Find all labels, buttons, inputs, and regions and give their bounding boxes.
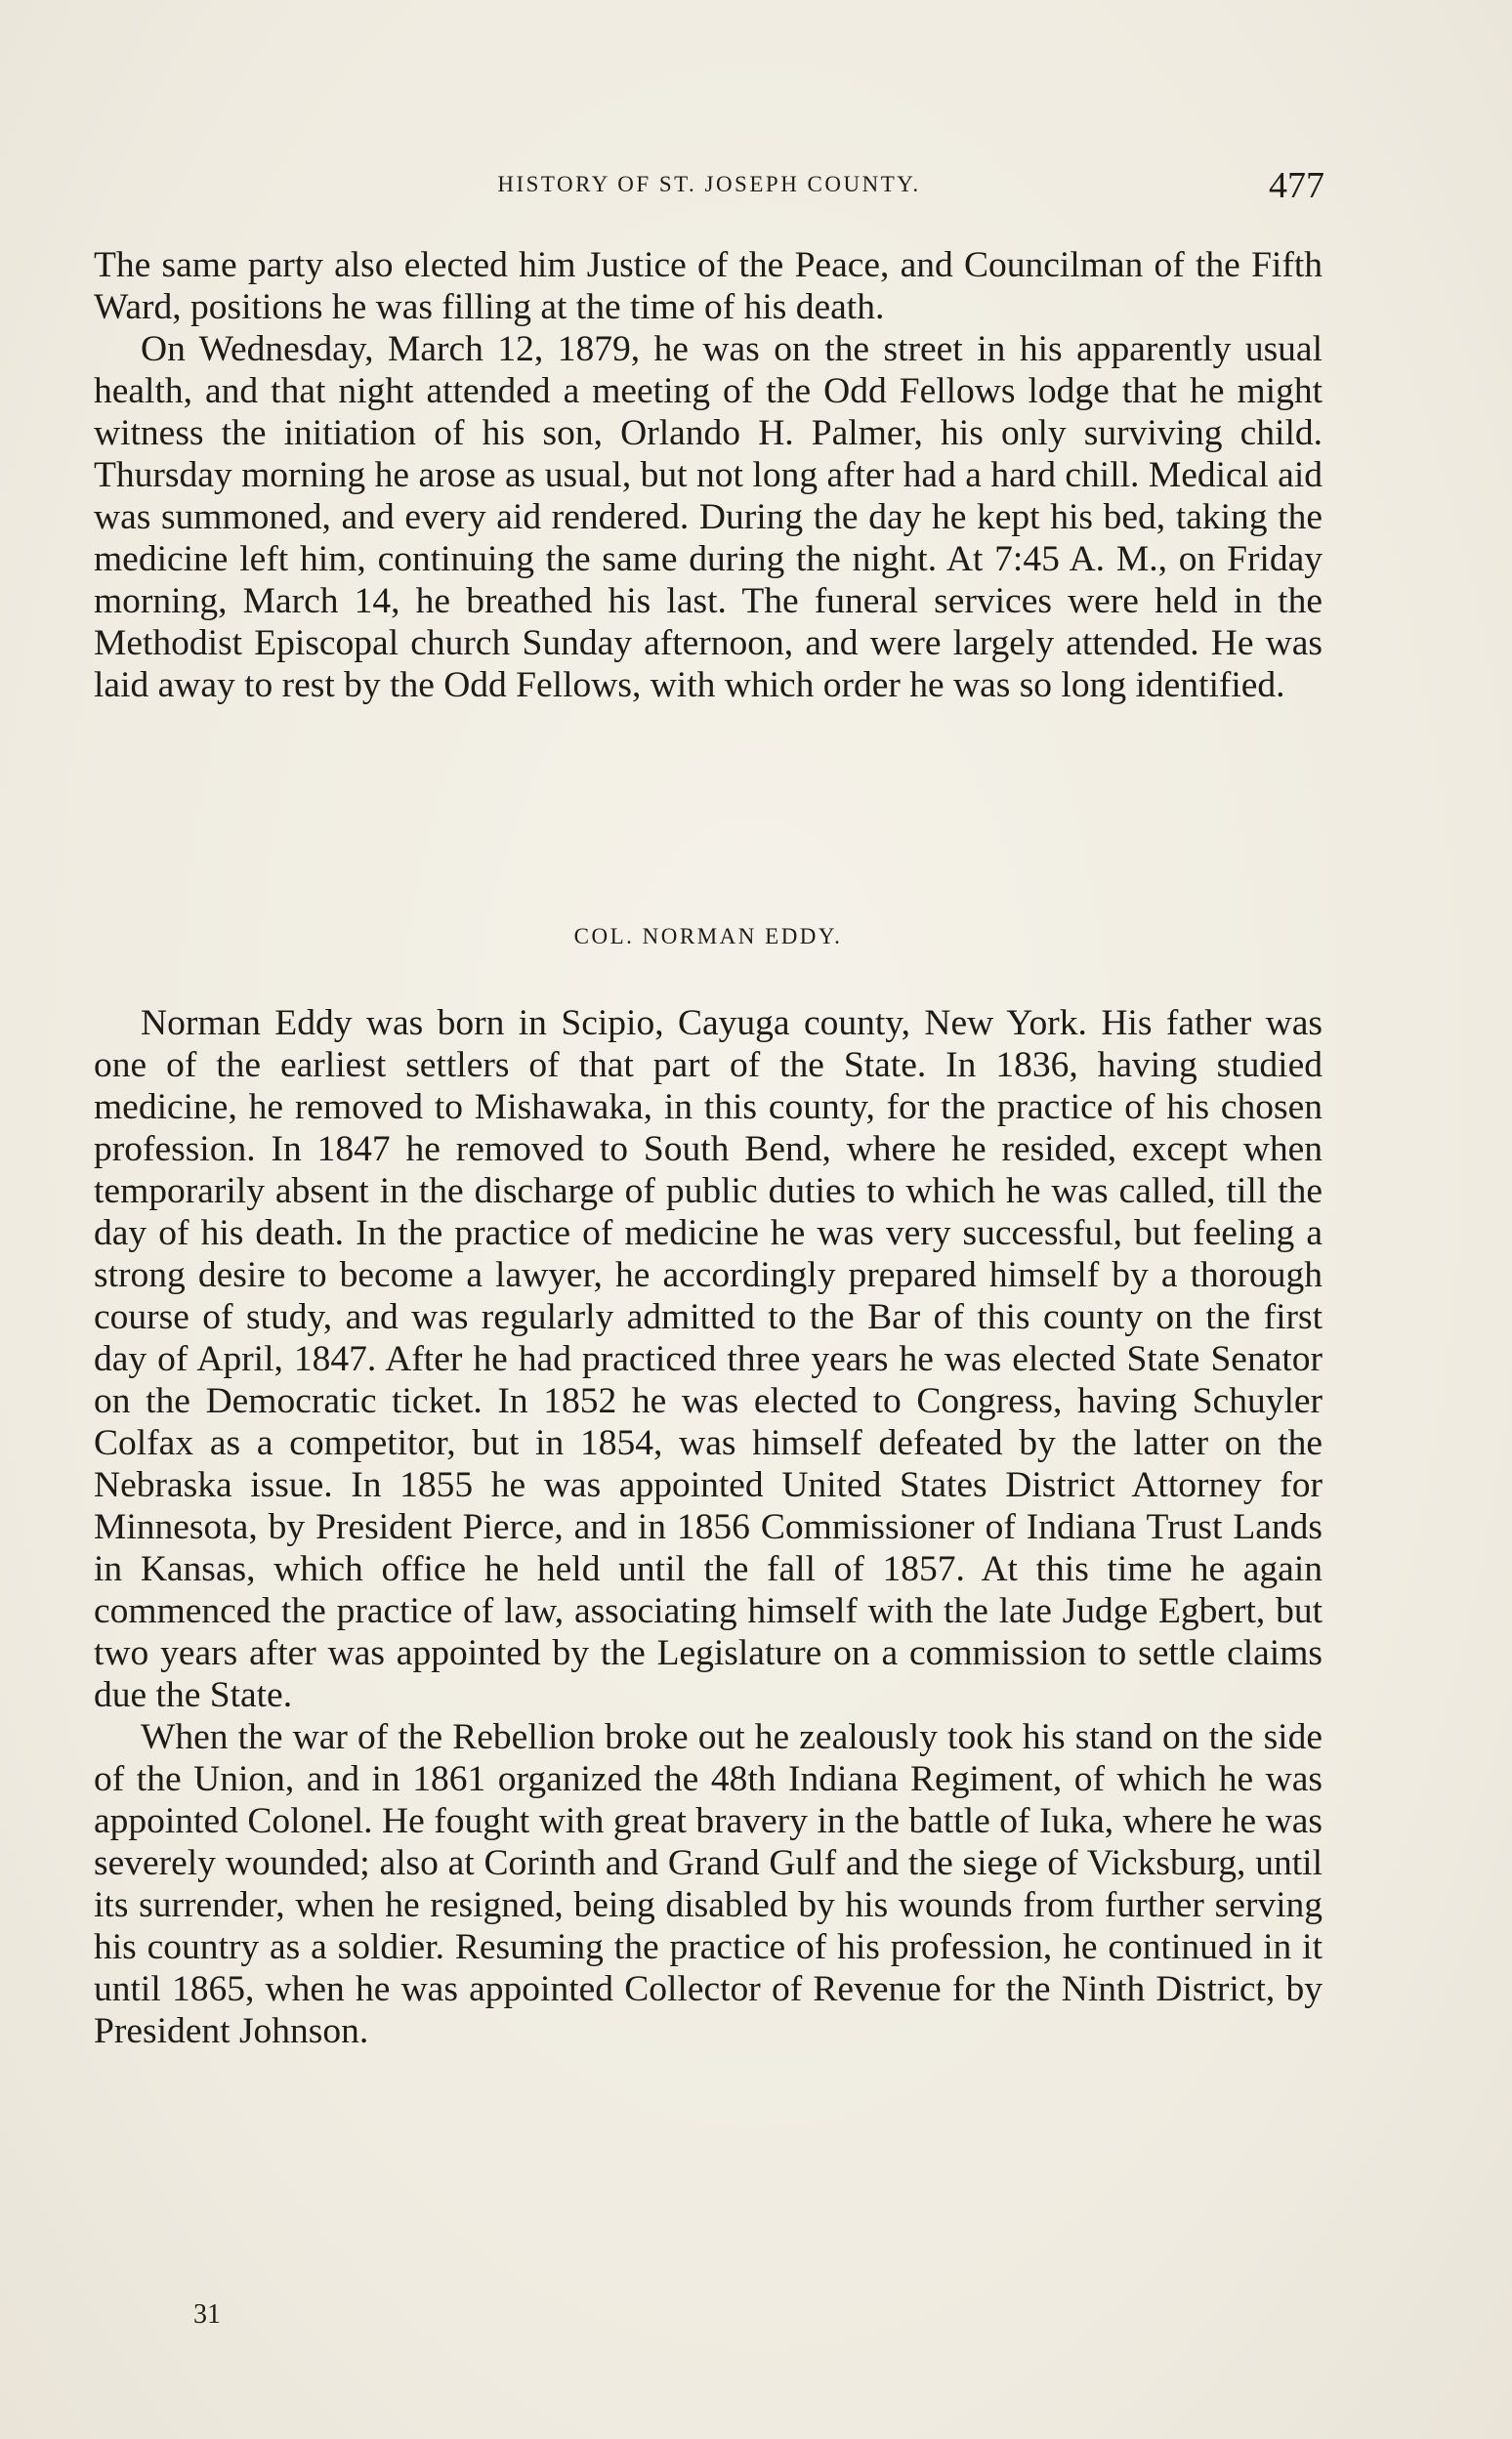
paragraph: The same party also elected him Justice of the Peace, and Councilman of the Fifth Ward, positions he was filling at the time of his death. — [94, 245, 1323, 327]
paragraph: Norman Eddy was born in Scipio, Cayuga county, New York. His father was one of the earliest settlers of that part of the State. In 1836, having studied medicine, he removed to Mishawaka, in this county, for the practice of his chosen profession. In 1847 he removed to South Bend, where he resided, except when temporarily absent in the discharge of public duties to which he was called, till the day of his death. In the practice of medicine he was very successful, but feeling a strong desire to become a lawyer, he accordingly prepared himself by a thorough course of study, and was regularly admitted to the Bar of this county on the first day of April, 1847. After he had practiced three years he was elected State Senator on the Democratic ticket. In 1852 he was elected to Congress, having Schuyler Colfax as a competitor, but in 1854, was himself defeated by the latter on the Nebraska issue. In 1855 he was appointed United States District Attorney for Minnesota, by President Pierce, and in 1856 Commissioner of Indiana Trust Lands in Kansas, which office he held until the fall of 1857. At this time he again commenced the practice of law, associating himself with the late Judge Egbert, but two years after was appointed by the Legislature on a commission to settle claims due the State. — [94, 1003, 1323, 1715]
eddy-biography — [94, 1002, 1323, 2052]
paragraph: When the war of the Rebellion broke out he zealously took his stand on the side of the Union, and in 1861 organized the 48th Indiana Regiment, of which he was appointed Colonel. He fought with great bravery in the battle of Iuka, where he was severely wounded; also at Corinth and Grand Gulf and the siege of Vicksburg, until its surrender, when he resigned, being disabled by his wounds from further serving his country as a soldier. Resuming the practice of his profession, he continued in it until 1865, when he was appointed Collector of Revenue for the Ninth District, by President Johnson. — [94, 1717, 1323, 2051]
running-title: HISTORY OF ST. JOSEPH COUNTY. — [497, 172, 921, 196]
section-heading: COL. NORMAN EDDY. — [573, 924, 843, 948]
signature-mark: 31 — [193, 2299, 221, 2330]
page-number: 477 — [1269, 165, 1324, 206]
paragraph: On Wednesday, March 12, 1879, he was on the street in his apparently usual health, and that night attended a meeting of the Odd Fellows lodge that he might witness the initiation of his son, Orlando H. Palmer, his only surviving child. Thursday morning he arose as usual, but not long after had a hard chill. Medical aid was summoned, and every aid rendered. During the day he kept his bed, taking the medicine left him, continuing the same during the night. At 7:45 A. M., on Friday morning, March 14, he breathed his last. The funeral services were held in the Methodist Episcopal church Sunday afternoon, and were largely attended. He was laid away to rest by the Odd Fellows, with which order he was so long identified. — [94, 329, 1323, 705]
palmer-continuation — [94, 244, 1323, 706]
running-head — [94, 164, 1324, 206]
